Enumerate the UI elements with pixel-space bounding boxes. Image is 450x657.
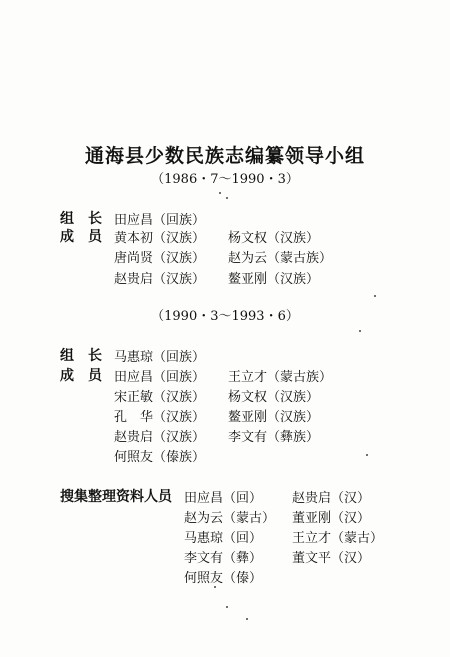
group1-member: 唐尚贤（汉族） <box>114 251 206 266</box>
group1-leader: 田应昌（回族） <box>114 213 206 228</box>
collector-name: 田应昌（回） <box>184 491 263 506</box>
group2-members-label: 成 员 <box>60 368 102 384</box>
group2-leader-label: 组 长 <box>60 348 102 364</box>
collector-name: 董文平（汉） <box>292 551 371 566</box>
scan-speck <box>359 330 361 332</box>
scan-speck <box>374 295 376 297</box>
group1-member: 鳌亚刚（汉族） <box>228 272 320 287</box>
page-title: 通海县少数民族志编纂领导小组 <box>84 145 365 167</box>
group1-leader-label: 组 长 <box>60 211 102 227</box>
collector-name: 赵为云（蒙古） <box>184 511 276 526</box>
group1-period: （1986・7～1990・3） <box>151 172 299 187</box>
collectors-label: 搜集整理资料人员 <box>60 489 172 505</box>
scan-speck <box>226 197 228 199</box>
collector-name: 何照友（傣） <box>184 571 263 586</box>
group2-member: 宋正敏（汉族） <box>114 390 206 405</box>
group2-member: 何照友（傣族） <box>114 450 206 465</box>
group1-member: 赵贵启（汉族） <box>114 272 206 287</box>
group1-member: 杨文权（汉族） <box>228 231 320 246</box>
group2-member: 李文有（彝族） <box>228 430 320 445</box>
group2-member: 赵贵启（汉族） <box>114 430 206 445</box>
scan-speck <box>219 192 221 194</box>
collector-name: 李文有（彝） <box>184 551 263 566</box>
group1-member: 黄本初（汉族） <box>114 231 206 246</box>
group2-period: （1990・3～1993・6） <box>151 309 299 324</box>
scan-speck <box>226 606 228 608</box>
group1-members-label: 成 员 <box>60 229 102 245</box>
group1-member: 赵为云（蒙古族） <box>228 251 333 266</box>
group2-member: 田应昌（回族） <box>114 370 206 385</box>
collector-name: 王立才（蒙古） <box>292 531 384 546</box>
collector-name: 赵贵启（汉） <box>292 491 371 506</box>
collector-name: 董亚刚（汉） <box>292 511 371 526</box>
collector-name: 马惠琼（回） <box>184 531 263 546</box>
group2-member: 鳌亚刚（汉族） <box>228 410 320 425</box>
scan-speck <box>366 454 368 456</box>
group2-member: 杨文权（汉族） <box>228 390 320 405</box>
group2-leader: 马惠琼（回族） <box>114 350 206 365</box>
group2-member: 王立才（蒙古族） <box>228 370 333 385</box>
scan-speck <box>246 618 248 620</box>
scan-speck <box>214 586 216 588</box>
group2-member: 孔 华（汉族） <box>114 410 206 425</box>
